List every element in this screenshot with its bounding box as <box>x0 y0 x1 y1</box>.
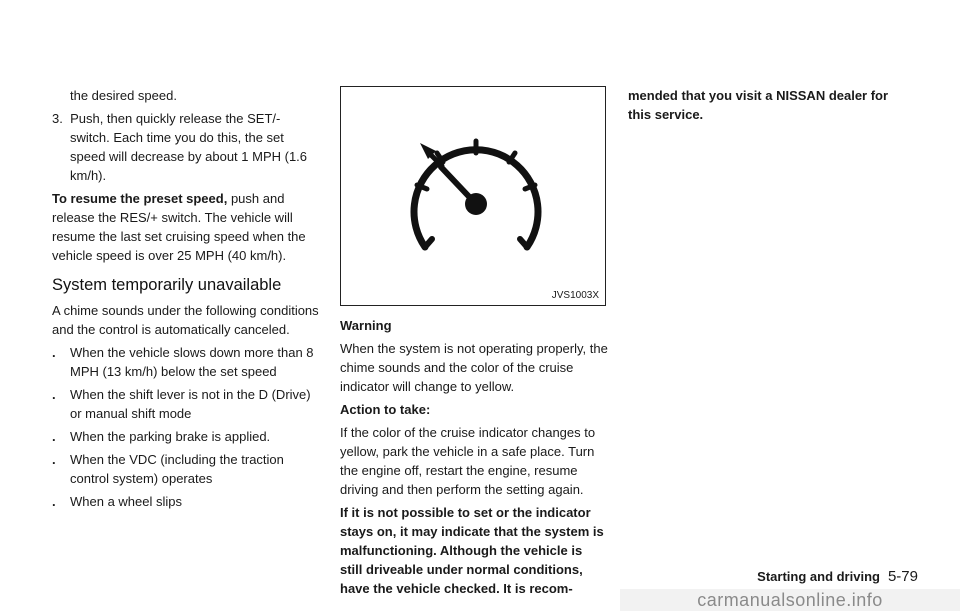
continued-text: the desired speed. <box>70 88 177 103</box>
left-column <box>52 86 320 515</box>
malfunction-warning-continued: mended that you visit a NISSAN dealer for this service. <box>628 88 889 122</box>
list-item <box>52 385 320 423</box>
list-item-text: When the VDC (including the traction control system) operates <box>70 452 284 486</box>
list-item <box>52 427 320 446</box>
action-text: If the color of the cruise indicator changes to yellow, park the vehicle in a safe place. Turn the engine off, restart the engine, resume driving and then perform the setting again. <box>340 425 596 497</box>
bullet-marker: . <box>52 452 56 467</box>
step-3 <box>52 109 320 185</box>
malfunction-warning: If it is not possible to set or the indicator stays on, it may indicate that the system is malfunctioning. Although the vehicle is still driveable under normal conditions, have the vehicle checked. It is recom- <box>340 505 604 596</box>
list-item <box>52 343 320 381</box>
cruise-speedometer-icon <box>341 87 607 307</box>
middle-column <box>340 86 608 602</box>
bullet-marker: . <box>52 429 56 444</box>
intro-paragraph: A chime sounds under the following conditions and the control is automatically canceled. <box>52 303 319 337</box>
step-3-number: 3. <box>52 111 63 126</box>
list-item-text: When the shift lever is not in the D (Drive) or manual shift mode <box>70 387 311 421</box>
watermark: carmanualsonline.info <box>620 589 960 611</box>
warning-title: Warning <box>340 318 392 333</box>
page-number: 5-79 <box>887 568 918 585</box>
resume-paragraph <box>52 189 320 265</box>
right-column <box>628 86 898 128</box>
list-item-text: When the parking brake is applied. <box>70 429 271 444</box>
step-3-text: Push, then quickly release the SET/- switch. Each time you do this, the set speed will decrease by about 1 MPH (1.6 km/h). <box>70 111 308 183</box>
bullet-marker: . <box>52 387 56 402</box>
list-item-text: When the vehicle slows down more than 8 MPH (13 km/h) below the set speed <box>70 345 314 379</box>
list-item <box>52 492 320 511</box>
bullet-marker: . <box>52 494 56 509</box>
list-item-text: When a wheel slips <box>70 494 182 509</box>
action-title: Action to take: <box>340 402 431 417</box>
list-item <box>52 450 320 488</box>
bullet-marker: . <box>52 345 56 360</box>
resume-text: push and release the RES/+ switch. The vehicle will resume the last set cruising speed when the vehicle speed is over 25 MPH (40 km/h). <box>52 191 306 263</box>
cruise-indicator-figure <box>340 86 606 306</box>
figure-code: JVS1003X <box>551 290 599 301</box>
section-heading: System temporarily unavailable <box>52 276 282 294</box>
resume-lead: To resume the preset speed, <box>52 191 228 206</box>
section-name: Starting and driving <box>757 569 880 584</box>
warning-text: When the system is not operating properly, the chime sounds and the color of the cruise indicator will change to yellow. <box>340 341 608 394</box>
page-footer <box>757 567 918 586</box>
